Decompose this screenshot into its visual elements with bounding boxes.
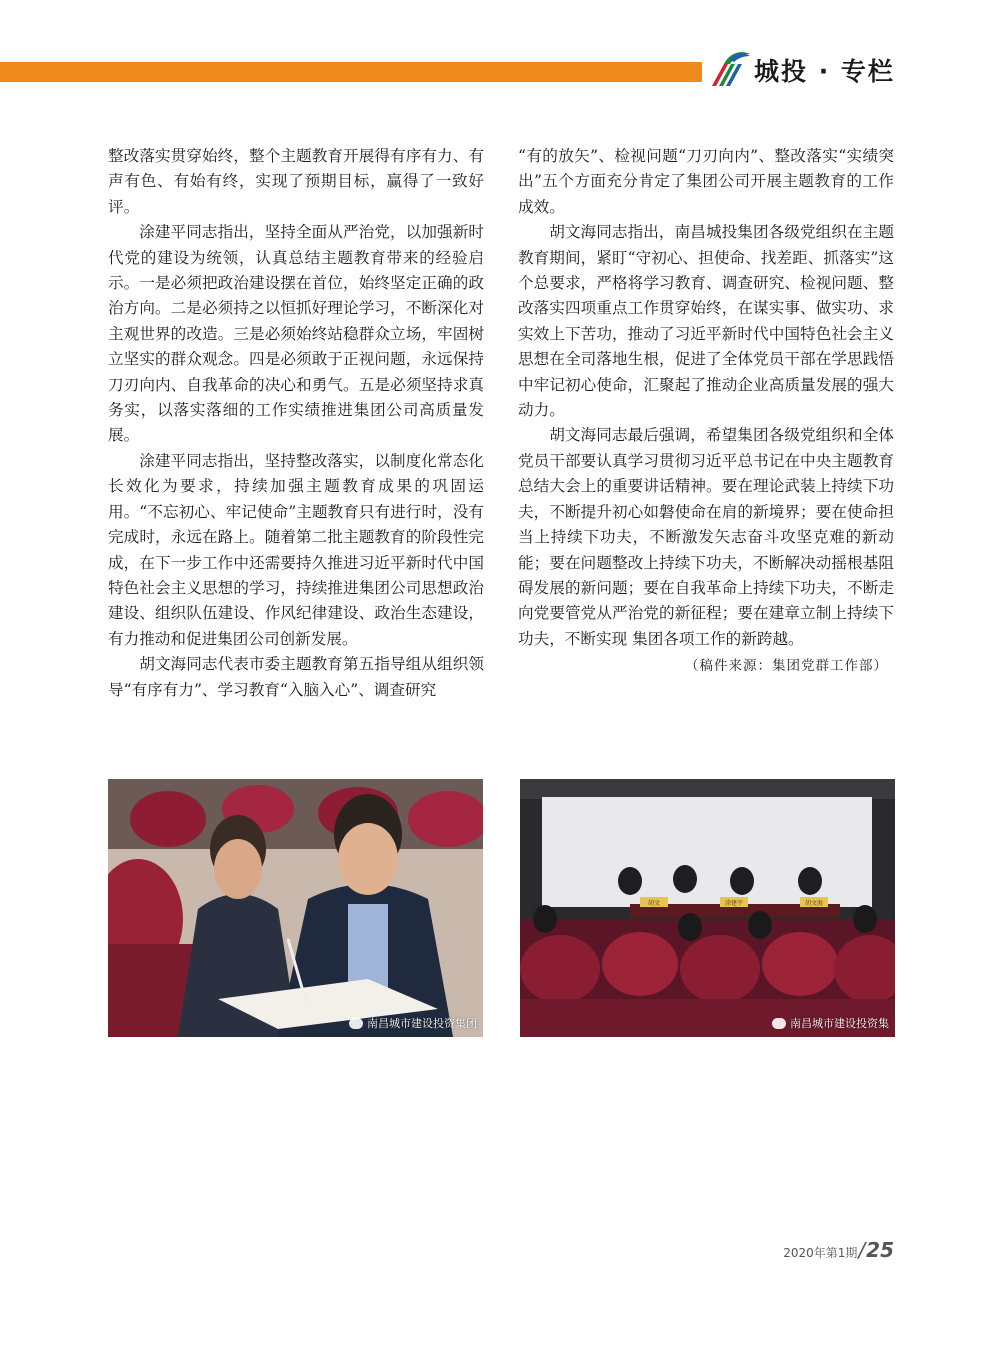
- photo-meeting-notes: [108, 779, 483, 1037]
- wechat-icon: [349, 1018, 363, 1029]
- column-title: 城投 · 专栏: [754, 57, 895, 86]
- paragraph: 涂建平同志指出，坚持全面从严治党，以加强新时代党的建设为统领，认真总结主题教育带来的经验启示。一是必须把政治建设摆在首位，始终坚定正确的政治方向。二是必须持之以恒抓好理论学习，不断深化对主观世界的改造。三是必须始终站稳群众立场，牢固树立坚实的群众观念。四是必须敢于正视问题，永远保持刀刃向内、自我革命的决心和勇气。五是必须坚持求真务实，以落实落细的工作实绩推进集团公司高质量发展。: [108, 223, 484, 445]
- page-number: 25: [866, 1238, 894, 1262]
- paragraph: 涂建平同志指出，坚持整改落实，以制度化常态化长效化为要求，持续加强主题教育成果的巩固运用。“不忘初心、牢记使命”主题教育只有进行时，没有完成时，永远在路上。随着第二批主题教育的阶段性完成，在下一步工作中还需要持久推进习近平新时代中国特色社会主义思想的学习，持续推进集团公司思想政治建设、组织队伍建设、作风纪律建设、政治生态建设，有力推动和促进集团公司创新发展。: [108, 451, 484, 648]
- paragraph: 胡文海同志最后强调，希望集团各级党组织和全体党员干部要认真学习贯彻习近平总书记在中央主题教育总结大会上的重要讲话精神。要在理论武装上持续下功夫，不断提升初心如磐使命在肩的新境界；要在使命担当上持续下功夫，不断激发矢志奋斗攻坚克难的新动能；要在问题整改上持续下功夫，不断解决动摇根基阻碍发展的新问题；要在自我革命上持续下功夫，不断走向党要管党从严治党的新征程；要在建章立制上持续下功夫，不断实现 集团各项工作的新跨越。: [518, 426, 894, 648]
- issue-label: 2020年第1期: [783, 1246, 858, 1260]
- nameplate-label: 胡文: [647, 900, 661, 907]
- paragraph: “有的放矢”、检视问题“刀刃向内”、整改落实“实绩突出”五个方面充分肯定了集团公司开展主题教育的工作成效。: [518, 147, 894, 216]
- photo-watermark: 南昌城市建设投资集: [772, 1015, 889, 1031]
- article-source: （稿件来源：集团党群工作部）: [685, 658, 888, 675]
- paragraph: 胡文海同志代表市委主题教育第五指导组从组织领导“有序有力”、学习教育“入脑入心”、调查研究: [108, 655, 484, 699]
- wechat-icon: [772, 1018, 786, 1029]
- nameplate-label: 涂建平: [724, 900, 744, 907]
- paragraph: 整改落实贯穿始终，整个主题教育开展得有序有力、有声有色、有始有终，实现了预期目标，赢得了一致好评。: [108, 147, 484, 216]
- article-column-right: [518, 144, 894, 680]
- header-accent-bar: [0, 62, 702, 82]
- paragraph: 胡文海同志指出，南昌城投集团各级党组织在主题教育期间，紧盯“守初心、担使命、找差距、抓落实”这个总要求，严格将学习教育、调查研究、检视问题、整改落实四项重点工作贯穿始终，在谋实事、做实功、求实效上下苦功，推动了习近平新时代中国特色社会主义思想在全司落地生根，促进了全体党员干部在学思践悟中牢记初心使命，汇聚起了推动企业高质量发展的强大动力。: [518, 223, 894, 420]
- photo-conference-hall: [520, 779, 895, 1037]
- nameplate-label: 胡文海: [804, 900, 824, 907]
- chengtou-logo-icon: [708, 46, 752, 90]
- photo-watermark: 南昌城市建设投资集团: [349, 1015, 477, 1031]
- article-column-left: [108, 144, 484, 703]
- page-footer: [783, 1238, 894, 1262]
- footer-slash: /: [858, 1238, 866, 1262]
